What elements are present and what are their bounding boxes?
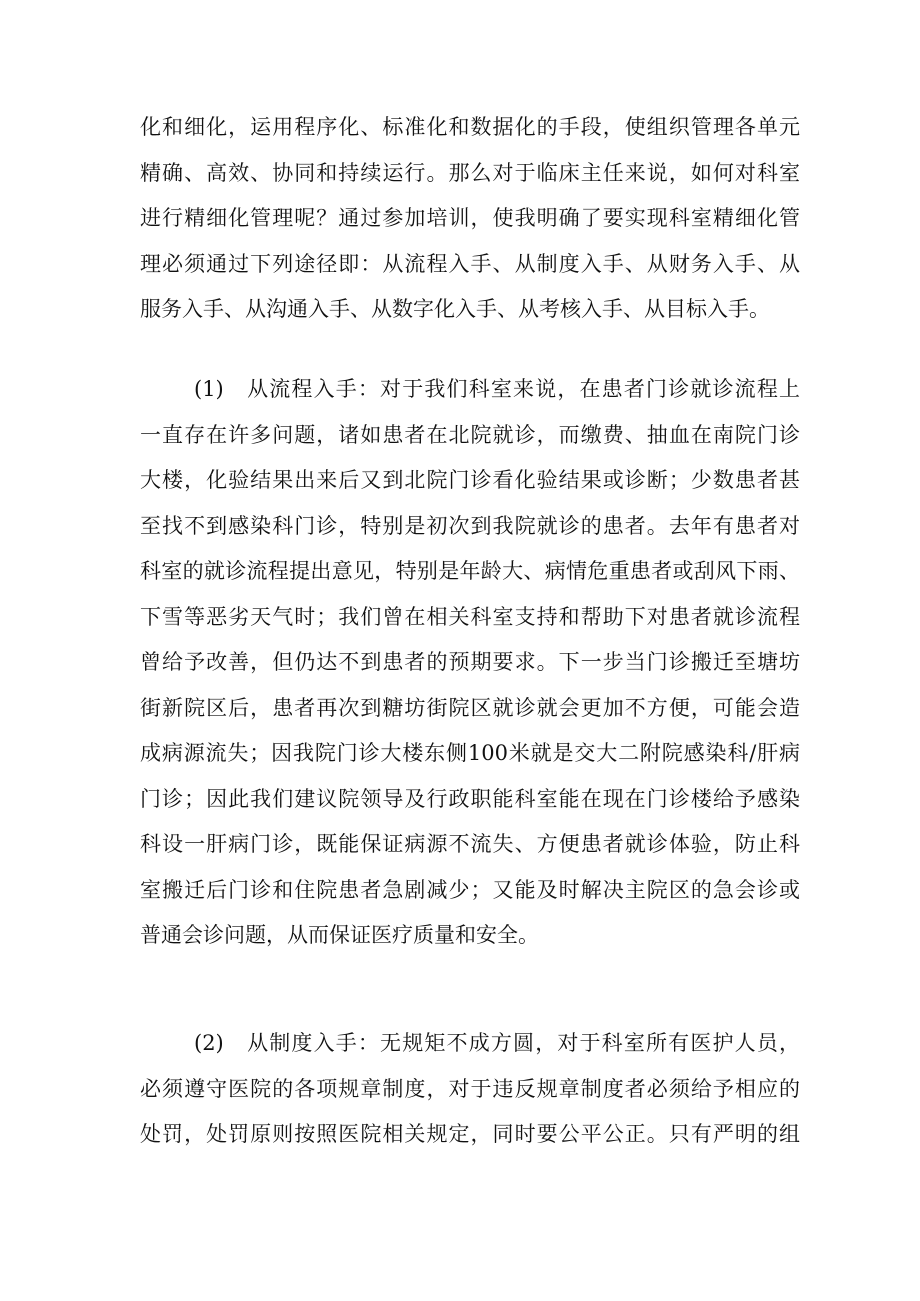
- text-line: 必须遵守医院的各项规章制度，对于违反规章制度者必须给予相应的: [140, 1076, 800, 1101]
- text-line: 理必须通过下列途径即：从流程入手、从制度入手、从财务入手、从: [140, 251, 800, 276]
- text-line: 下雪等恶劣天气时；我们曾在相关科室支持和帮助下对患者就诊流程: [140, 604, 800, 629]
- text-line: 服务入手、从沟通入手、从数字化入手、从考核入手、从目标入手。: [140, 297, 770, 321]
- text-line: 化和细化，运用程序化、标准化和数据化的手段，使组织管理各单元: [140, 115, 800, 139]
- text-line: 精确、高效、协同和持续运行。那么对于临床主任来说，如何对科室: [140, 160, 800, 185]
- paragraph-rules: [140, 1021, 800, 1158]
- text-line: 一直存在许多问题，诸如患者在北院就诊，而缴费、抽血在南院门诊: [140, 422, 800, 447]
- text-line: 成病源流失；因我院门诊大楼东侧100米就是交大二附院感染科/肝病: [140, 741, 800, 765]
- paragraph-process: [140, 367, 800, 959]
- text-line: 处罚，处罚原则按照医院相关规定，同时要公平公正。只有严明的组: [140, 1122, 800, 1146]
- text-line: (2) 从制度入手：无规矩不成方圆，对于科室所有医护人员，: [194, 1031, 800, 1055]
- text-line: 门诊；因此我们建议院领导及行政职能科室能在现在门诊楼给予感染: [140, 786, 800, 811]
- text-line: 进行精细化管理呢？通过参加培训，使我明确了要实现科室精细化管: [140, 206, 800, 230]
- text-line: (1) 从流程入手：对于我们科室来说，在患者门诊就诊流程上: [194, 377, 800, 401]
- text-line: 普通会诊问题，从而保证医疗质量和安全。: [140, 923, 539, 947]
- text-line: 至找不到感染科门诊，特别是初次到我院就诊的患者。去年有患者对: [140, 513, 800, 538]
- text-line: 曾给予改善，但仍达不到患者的预期要求。下一步当门诊搬迁至塘坊: [140, 650, 800, 674]
- text-line: 街新院区后，患者再次到糖坊街院区就诊就会更加不方便，可能会造: [140, 695, 800, 720]
- paragraph-intro: [140, 105, 800, 333]
- text-line: 室搬迁后门诊和住院患者急剧减少；又能及时解决主院区的急会诊或: [140, 877, 800, 902]
- text-line: 科设一肝病门诊，既能保证病源不流失、方便患者就诊体验，防止科: [140, 832, 800, 856]
- text-line: 大楼，化验结果出来后又到北院门诊看化验结果或诊断；少数患者甚: [140, 468, 800, 492]
- text-line: 科室的就诊流程提出意见，特别是年龄大、病情危重患者或刮风下雨、: [140, 559, 800, 583]
